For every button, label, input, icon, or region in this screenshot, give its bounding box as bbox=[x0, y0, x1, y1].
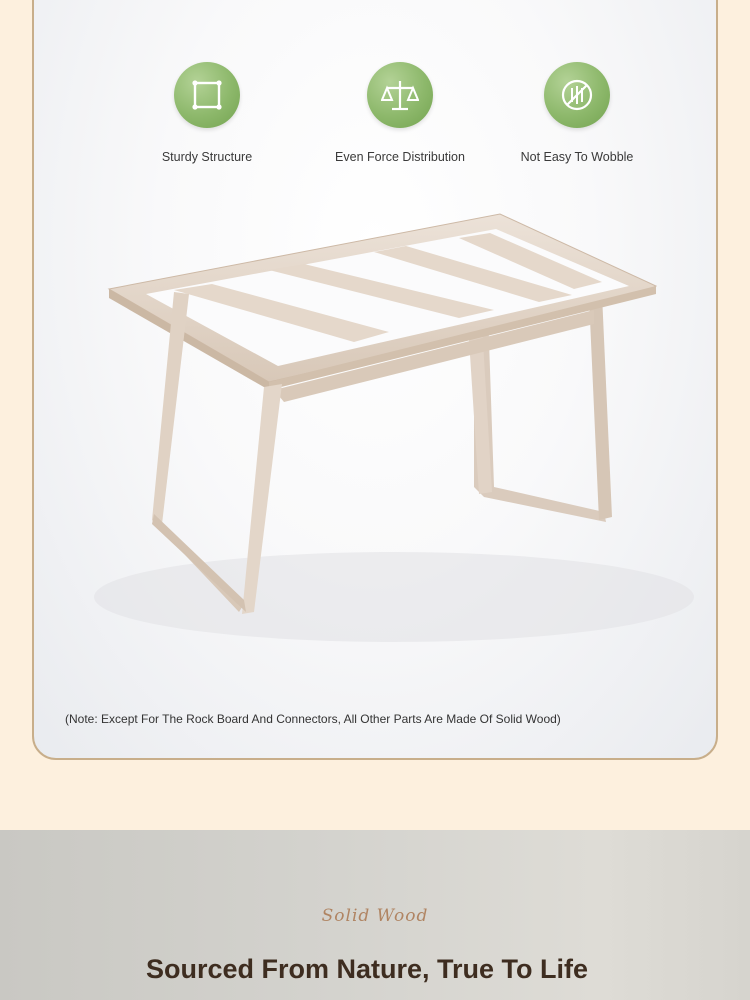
section-subtitle: Solid Wood bbox=[321, 906, 429, 926]
section-title: Sourced From Nature, True To Life bbox=[145, 954, 589, 984]
feature-label: Even Force Distribution bbox=[335, 150, 465, 164]
feature-sturdy-structure bbox=[117, 62, 297, 164]
no-wobble-icon bbox=[544, 62, 610, 128]
solid-wood-banner bbox=[0, 830, 750, 1000]
balance-scale-icon bbox=[367, 62, 433, 128]
feature-even-force bbox=[310, 62, 490, 164]
material-note: (Note: Except For The Rock Board And Connectors, All Other Parts Are Made Of Solid Wood) bbox=[65, 712, 561, 726]
feature-label: Sturdy Structure bbox=[161, 150, 253, 164]
feature-no-wobble bbox=[487, 62, 667, 164]
square-structure-icon bbox=[174, 62, 240, 128]
feature-label: Not Easy To Wobble bbox=[520, 150, 634, 164]
table-frame-image bbox=[34, 202, 718, 662]
product-feature-card bbox=[32, 0, 718, 760]
